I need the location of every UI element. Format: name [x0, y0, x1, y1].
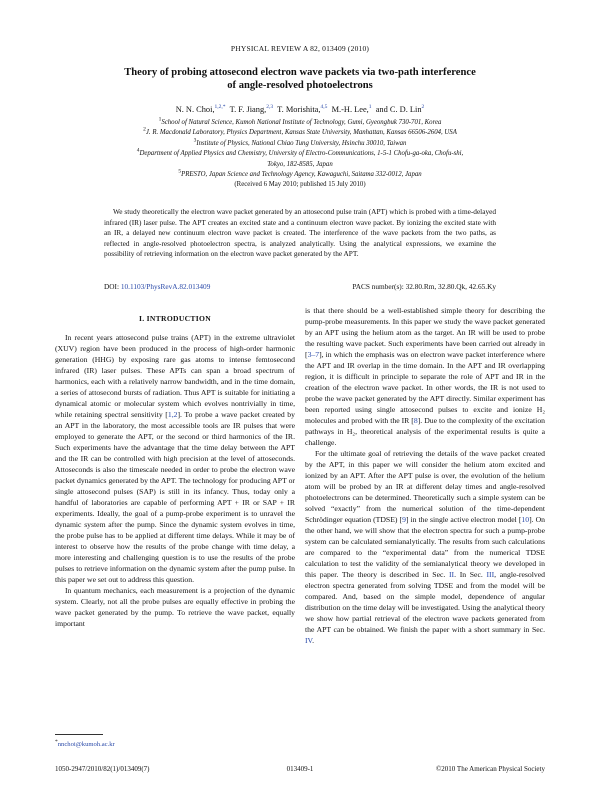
paper-title: [90, 66, 510, 92]
right-column: [305, 305, 545, 646]
paragraph: In recent years attosecond pulse trains (APT) in the extreme ultraviolet (XUV) region have been produced in the process of high-order harmonic generation (HHG) by exposing rare gas atoms to intense femtosecond infrared (IR) laser pulses. These APTs can span a broad spectrum of harmonics, each with a relatively narrow bandwidth, and in the time domain, a series of attosecond bursts of radiation. Thus APT is suitable for initiating a dynamical atomic or molecular system which evolves nontrivially in time, while retaining spectral sensitivity [1,2]. To probe a wave packet created by an APT in the laboratory, the most accessible tools are IR pulses that were employed to generate the APT, or the second or third harmonics of the IR. Such experiments have the advantage that the time delay between the APT and the IR can be controlled with high precision at the level of attoseconds. Attoseconds is also the timescale needed in order to probe the electron wave packet dynamics generated by the APT. The technology for producing APT or single attosecond pulses (SAP) is still in its infancy. Thus, today only a handful of laboratories are capable of performing APT + IR or SAP + IR experiments. Ideally, the goal of a pump-probe experiment is to unravel the dynamic system after the pump. Since the dynamic system evolves in time, the probe pulse has to be applied at different time delays. While it may be of interest to observe how the results of the probe change with time delay, a more interesting and challenging question is to use the results of the probe pulses to retrieve information on the dynamic system after the pump pulse. In this paper we set out to address this question.: [55, 333, 295, 584]
title-line-2: of angle-resolved photoelectrons: [227, 80, 373, 91]
affiliation: $^4$Department of Applied Physics and Chemistry, University of Electro-Communications, 1-5-1 Chofu-ga-oka, Chofu-shi,: [136, 147, 464, 158]
affiliation: Tokyo, 182-8585, Japan: [267, 160, 333, 168]
author: T. F. Jiang,$^{2,3}$: [229, 104, 274, 114]
email-link[interactable]: nnchoi@kumoh.ac.kr: [57, 741, 115, 748]
author: M.-H. Lee,$^1$: [331, 104, 372, 114]
section-link[interactable]: IV: [305, 636, 313, 645]
citation-link[interactable]: 9: [402, 515, 406, 524]
author-affil-ref[interactable]: 2: [421, 104, 425, 111]
author-affil-ref[interactable]: 4,5: [320, 104, 328, 111]
footer-issn: 1050-2947/2010/82(1)/013409(7): [55, 765, 150, 773]
section-heading: I. INTRODUCTION: [138, 314, 211, 323]
author-affil-ref[interactable]: 2,3: [266, 104, 274, 111]
section-link[interactable]: II: [449, 570, 455, 579]
author: and C. D. Lin$^2$: [375, 104, 425, 114]
footnote-divider: [55, 734, 103, 735]
affiliations: [50, 118, 550, 191]
paragraph: is that there should be a well-established simple theory for describing the pump-probe measurements. In this paper we study the wave packet generated by an APT using the helium atom as the target. An IR will be used to probe the resulting wave packet. Such experiments have been carried out already in [3–7], in which the emphasis was on electron wave packet interference where the APT and IR overlap in the time domain. In the APT and IR overlapping region, it is difficult in principle to separate the role of APT and IR in the creation of the electron wave packet. In other words, the IR is not used to probe the wave packet generated by the APT directly. Similar experiment has been reported using single attosecond pulses to excite and ionize H₂ molecules and probed with the IR [8]. Due to the complexity of the excitation pathways in H₂, theoretical analysis of the experimental results is quite a challenge.: [305, 306, 546, 447]
citation-link[interactable]: 1,2: [167, 410, 178, 419]
author: N. N. Choi,$^{1,2,*}$: [175, 104, 226, 114]
paragraph: In quantum mechanics, each measurement is a projection of the dynamic system. Clearly, not all the probe pulses are equally effective in probing the wave packet generated by the pump. To retrieve the wave packet, equally important: [55, 586, 295, 628]
journal-header: PHYSICAL REVIEW A 82, 013409 (2010): [230, 44, 370, 53]
author: T. Morishita,$^{4,5}$: [277, 104, 328, 114]
author-list: [60, 105, 540, 114]
doi-link[interactable]: 10.1103/PhysRevA.82.013409: [120, 282, 211, 291]
citation-link[interactable]: 3–7: [307, 350, 320, 359]
left-column: [55, 313, 295, 629]
footer-page-number: 013409-1: [286, 765, 314, 773]
section-link[interactable]: III: [486, 570, 495, 579]
received-dates: (Received 6 May 2010; published 15 July 2010): [234, 181, 366, 189]
author-affil-ref[interactable]: 1: [368, 104, 372, 111]
affiliation: $^2$J. R. Macdonald Laboratory, Physics Department, Kansas State University, Manhattan, Kansas 66506-2604, USA: [143, 127, 457, 137]
citation-link[interactable]: 10: [521, 515, 530, 524]
footnote: *nnchoi@kumoh.ac.kr: [55, 738, 115, 748]
citation-link[interactable]: 8: [413, 416, 418, 425]
footer-copyright: ©2010 The American Physical Society: [435, 765, 545, 773]
affiliation: $^3$Institute of Physics, National Chiao Tung University, Hsinchu 30010, Taiwan: [193, 137, 407, 147]
pacs-numbers: PACS number(s): 32.80.Rm, 32.80.Qk, 42.65.Ky: [352, 282, 496, 291]
author-affil-ref[interactable]: 1,2,*: [214, 104, 226, 111]
doi-label: DOI:: [104, 282, 119, 291]
affiliation: $^1$School of Natural Science, Kumoh National Institute of Technology, Gumi, Gyeongbuk 730-701, Korea: [158, 116, 442, 126]
doi-line: [104, 282, 496, 291]
affiliation: $^5$PRESTO, Japan Science and Technology Agency, Kawaguchi, Saitama 332-0012, Japan: [178, 168, 422, 179]
abstract: We study theoretically the electron wave packet generated by an attosecond pulse train (APT) which is probed with a time-delayed infrared (IR) laser pulse. The APT creates an excited state and a continuum electron wave packet. By ionizing the excited state with an IR, a delayed new continuum electron wave packet is created. The interference of the wave packets from the two paths, as reflected in angle-resolved photoelectron spectra, is analyzed analytically. Using the analytical expressions, we examine the possibility of retrieving information on the electron wave packet generated by the APT.: [104, 207, 496, 259]
paragraph: For the ultimate goal of retrieving the details of the wave packet created by the APT, in this paper we will consider the helium atom excited and ionized by an APT. After the APT pulse is over, the evolution of the helium atom will be probed by an IR at different delay times and angle-resolved photoelectrons can be determined. Theoretically such a simple system can be solved “exactly” from the numerical solution of the time-dependent Schrödinger equation (TDSE) [9] in the single active electron model [10]. On the other hand, we will show that the electron spectra for such a pump-probe system can be calculated semianalytically. The results from such calculations are compared to the “experimental data” from the numerical TDSE calculation to test the validity of the semianalytical theory we developed in this paper. The theory is described in Sec. II. In Sec. III, angle-resolved electron spectra generated from solving TDSE and from the model will be compared. And, based on the simple model, dependence of angular distribution on the time delay will be investigated. Using the analytical theory we show how partial retrieval of the electron wave packets generated from the APT can be obtained. We finish the paper with a short summary in Sec. IV.: [305, 449, 545, 645]
title-line-1: Theory of probing attosecond electron wave packets via two-path interference: [124, 67, 476, 78]
